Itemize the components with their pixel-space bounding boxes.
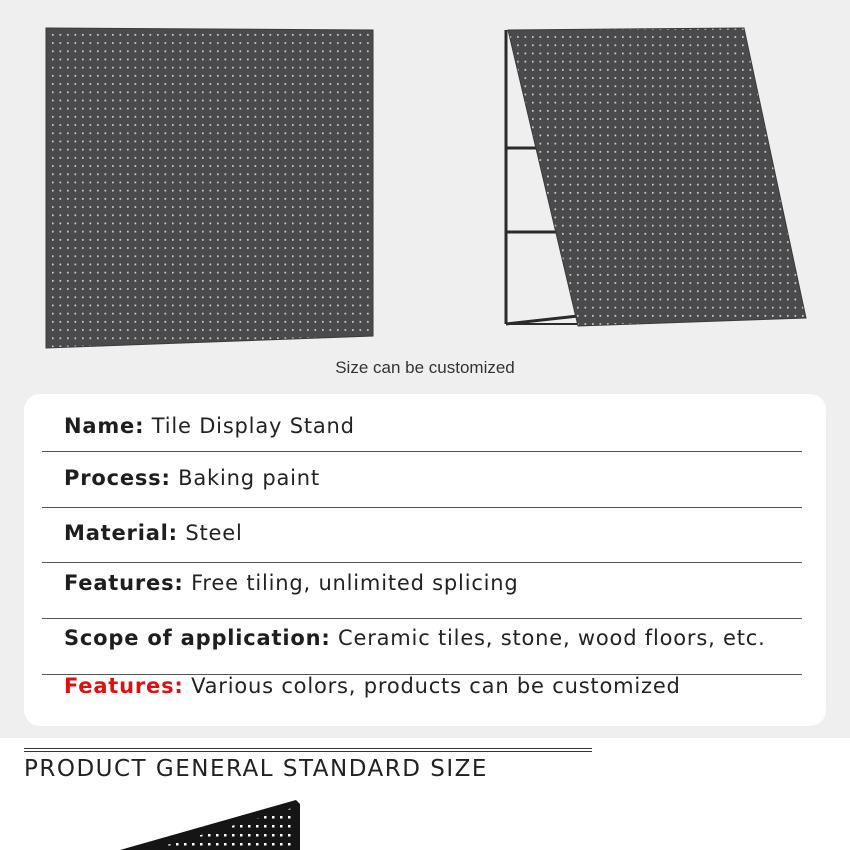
spec-value: Various colors, products can be customized (191, 674, 681, 698)
spec-key: Material: (64, 521, 178, 545)
pegboard-stand-side-view-image (500, 26, 810, 328)
spec-row-name (64, 414, 764, 438)
spec-row-material (64, 521, 764, 545)
spec-key: Features: (64, 571, 184, 595)
divider (42, 618, 802, 619)
spec-row-features-highlight (64, 674, 764, 698)
spec-row-process (64, 466, 764, 490)
spec-value: Tile Display Stand (151, 414, 355, 438)
spec-key-highlight: Features: (64, 674, 184, 698)
spec-key: Process: (64, 466, 171, 490)
pegboard-front-view-image (44, 26, 376, 350)
spec-key: Scope of application: (64, 626, 331, 650)
spec-key: Name: (64, 414, 145, 438)
pegboard-dimension-image (110, 796, 310, 850)
spec-value: Ceramic tiles, stone, wood floors, etc. (338, 626, 766, 650)
divider (42, 451, 802, 452)
section-title: PRODUCT GENERAL STANDARD SIZE (24, 756, 488, 782)
caption-size-customized: Size can be customized (335, 358, 515, 377)
spec-value: Baking paint (178, 466, 320, 490)
spec-value: Free tiling, unlimited splicing (191, 571, 519, 595)
spec-row-features (64, 571, 764, 595)
divider (42, 562, 802, 563)
spec-card (24, 394, 826, 726)
spec-row-scope (64, 626, 764, 650)
spec-value: Steel (185, 521, 243, 545)
divider (42, 507, 802, 508)
section-double-rule (24, 748, 592, 752)
